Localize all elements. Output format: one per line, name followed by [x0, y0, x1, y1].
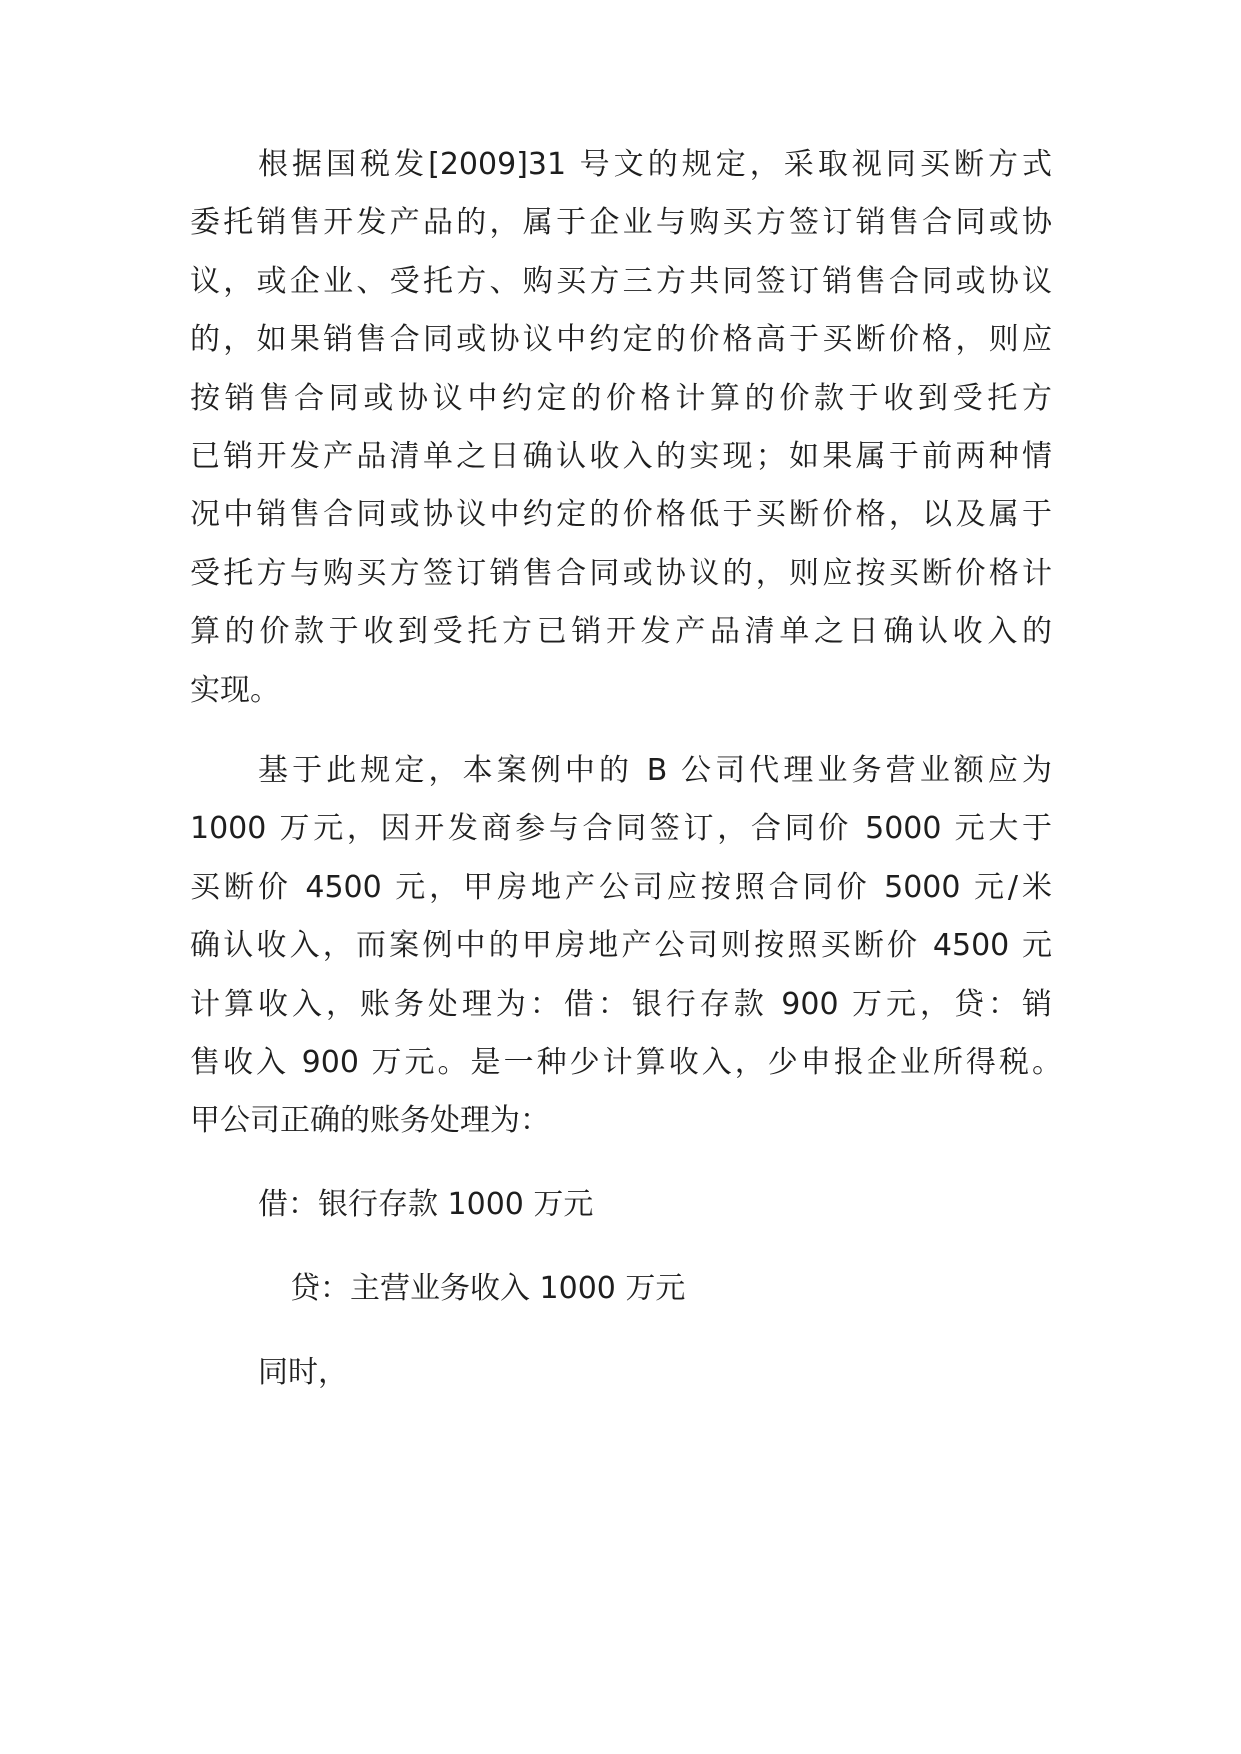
- paragraph-line: 1000 万元，因开发商参与合同签订，合同价 5000 元大于: [190, 811, 1052, 847]
- paragraph-line: 委托销售开发产品的，属于企业与购买方签订销售合同或协: [190, 205, 1052, 241]
- paragraph-line: 实现。: [190, 672, 280, 708]
- paragraph-1: [190, 136, 1052, 720]
- paragraph-line: 受托方与购买方签订销售合同或协议的，则应按买断价格计: [190, 555, 1052, 591]
- paragraph-line: 甲公司正确的账务处理为：: [190, 1103, 550, 1139]
- paragraph-line: 况中销售合同或协议中约定的价格低于买断价格，以及属于: [190, 497, 1052, 533]
- paragraph-line: 按销售合同或协议中约定的价格计算的价款于收到受托方: [190, 380, 1052, 416]
- paragraph-line: 算的价款于收到受托方已销开发产品清单之日确认收入的: [190, 614, 1052, 650]
- paragraph-line: 计算收入，账务处理为：借：银行存款 900 万元，贷：销: [190, 986, 1052, 1022]
- paragraph-line: 根据国税发[2009]31 号文的规定，采取视同买断方式: [258, 147, 1052, 182]
- paragraph-line: 议，或企业、受托方、购买方三方共同签订销售合同或协议: [190, 263, 1052, 299]
- paragraph-line: 已销开发产品清单之日确认收入的实现；如果属于前两种情: [190, 438, 1052, 474]
- meanwhile-text: 同时，: [258, 1355, 348, 1390]
- paragraph-2: [190, 742, 1062, 1151]
- debit-entry: 借：银行存款 1000 万元: [258, 1187, 594, 1222]
- paragraph-line: 的，如果销售合同或协议中约定的价格高于买断价格，则应: [190, 322, 1052, 358]
- paragraph-line: 基于此规定，本案例中的 B 公司代理业务营业额应为: [258, 753, 1052, 788]
- paragraph-line: 确认收入，而案例中的甲房地产公司则按照买断价 4500 元: [190, 928, 1052, 964]
- credit-entry: 贷：主营业务收入 1000 万元: [290, 1271, 686, 1306]
- paragraph-line: 售收入 900 万元。是一种少计算收入，少申报企业所得税。: [190, 1044, 1062, 1080]
- paragraph-line: 买断价 4500 元，甲房地产公司应按照合同价 5000 元/米: [190, 869, 1052, 905]
